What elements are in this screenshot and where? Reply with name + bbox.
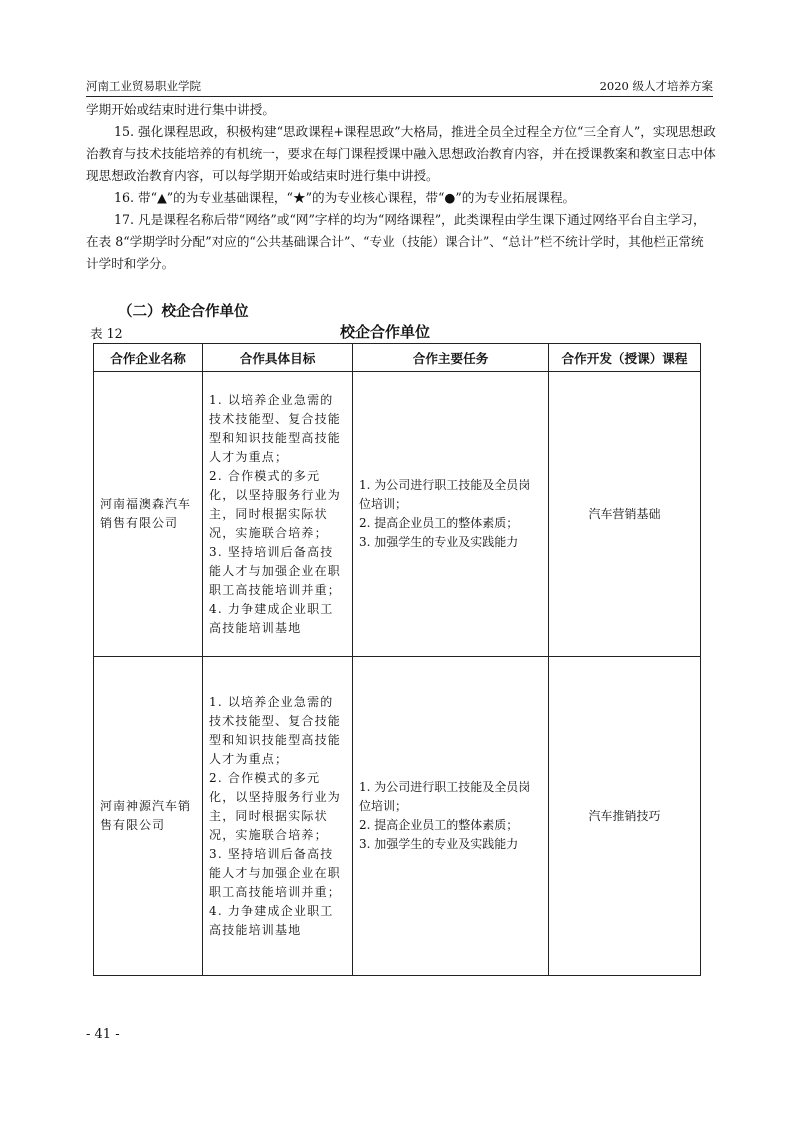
column-header-course: 合作开发（授课）课程 — [549, 344, 701, 372]
goal-item: 3. 坚持培训后备高技能人才与加强企业在职职工高技能培训并重； — [209, 544, 342, 597]
task-item: 1. 为公司进行职工技能及全员岗位培训； — [359, 478, 531, 511]
page-number: - 41 - — [86, 1027, 120, 1042]
goal-item: 4. 力争建成企业职工高技能培训基地 — [209, 601, 334, 635]
task-item: 3. 加强学生的专业及实践能力 — [359, 837, 519, 851]
column-header-company: 合作企业名称 — [94, 344, 203, 372]
cooperation-table — [93, 343, 701, 976]
goals-cell — [203, 657, 353, 976]
course-cell: 汽车营销基础 — [549, 372, 701, 657]
tasks-cell — [353, 657, 549, 976]
paragraph-continuation: 学期开始或结束时进行集中讲授。 — [86, 102, 275, 117]
task-item: 3. 加强学生的专业及实践能力 — [359, 535, 519, 549]
company-name-cell: 河南福澳森汽车销售有限公司 — [94, 372, 203, 657]
goal-item: 2. 合作模式的多元化，以坚持服务行业为主，同时根据实际状况，实施联合培养； — [209, 468, 342, 540]
header-document-title: 2020 级人才培养方案 — [599, 79, 713, 93]
task-item: 1. 为公司进行职工技能及全员岗位培训； — [359, 780, 531, 813]
goal-item: 1. 以培养企业急需的技术技能型、复合技能型和知识技能型高技能人才为重点； — [209, 392, 342, 464]
table-caption: 校企合作单位 — [340, 323, 431, 341]
company-name-cell: 河南神源汽车销售有限公司 — [94, 657, 203, 976]
paragraph-item-16: 16. 带“▲”的为专业基础课程，“★”的为专业核心课程，带“●”的为专业拓展课程。 — [114, 190, 576, 205]
table-number: 表 12 — [90, 326, 123, 341]
paragraph-item-15: 15. 强化课程思政，积极构建“思政课程+课程思政”大格局，推进全员全过程全方位“三全育人”，实现思想政治教育与技术技能培养的有机统一，要求在每门课程授课中融入思想政治教育内容，并在授课教案和教室日志中体现思想政治教育内容，可以每学期开始或结束时进行集中讲授。 — [86, 124, 716, 183]
page-header — [86, 76, 713, 97]
table-row — [94, 372, 701, 657]
paragraph-item-17: 17. 凡是课程名称后带“网络”或“网”字样的均为“网络课程”，此类课程由学生课下通过网络平台自主学习，在表 8“学期学时分配”对应的“公共基础课合计”、“专业（技能）课合计”、“总计”栏不统计学时，其他栏正常统计学时和学分。 — [86, 212, 706, 271]
table-row — [94, 657, 701, 976]
goal-item: 2. 合作模式的多元化，以坚持服务行业为主，同时根据实际状况，实施联合培养； — [209, 770, 342, 842]
task-item: 2. 提高企业员工的整体素质； — [359, 818, 519, 832]
goal-item: 3. 坚持培训后备高技能人才与加强企业在职职工高技能培训并重； — [209, 846, 342, 899]
tasks-cell — [353, 372, 549, 657]
task-item: 2. 提高企业员工的整体素质； — [359, 516, 519, 530]
goal-item: 4. 力争建成企业职工高技能培训基地 — [209, 903, 334, 937]
header-institution: 河南工业贸易职业学院 — [86, 79, 201, 93]
goals-cell — [203, 372, 353, 657]
column-header-goals: 合作具体目标 — [203, 344, 353, 372]
goal-item: 1. 以培养企业急需的技术技能型、复合技能型和知识技能型高技能人才为重点； — [209, 694, 342, 766]
course-cell: 汽车推销技巧 — [549, 657, 701, 976]
section-heading: （二）校企合作单位 — [118, 304, 249, 320]
column-header-tasks: 合作主要任务 — [353, 344, 549, 372]
table-header-row — [94, 344, 701, 372]
